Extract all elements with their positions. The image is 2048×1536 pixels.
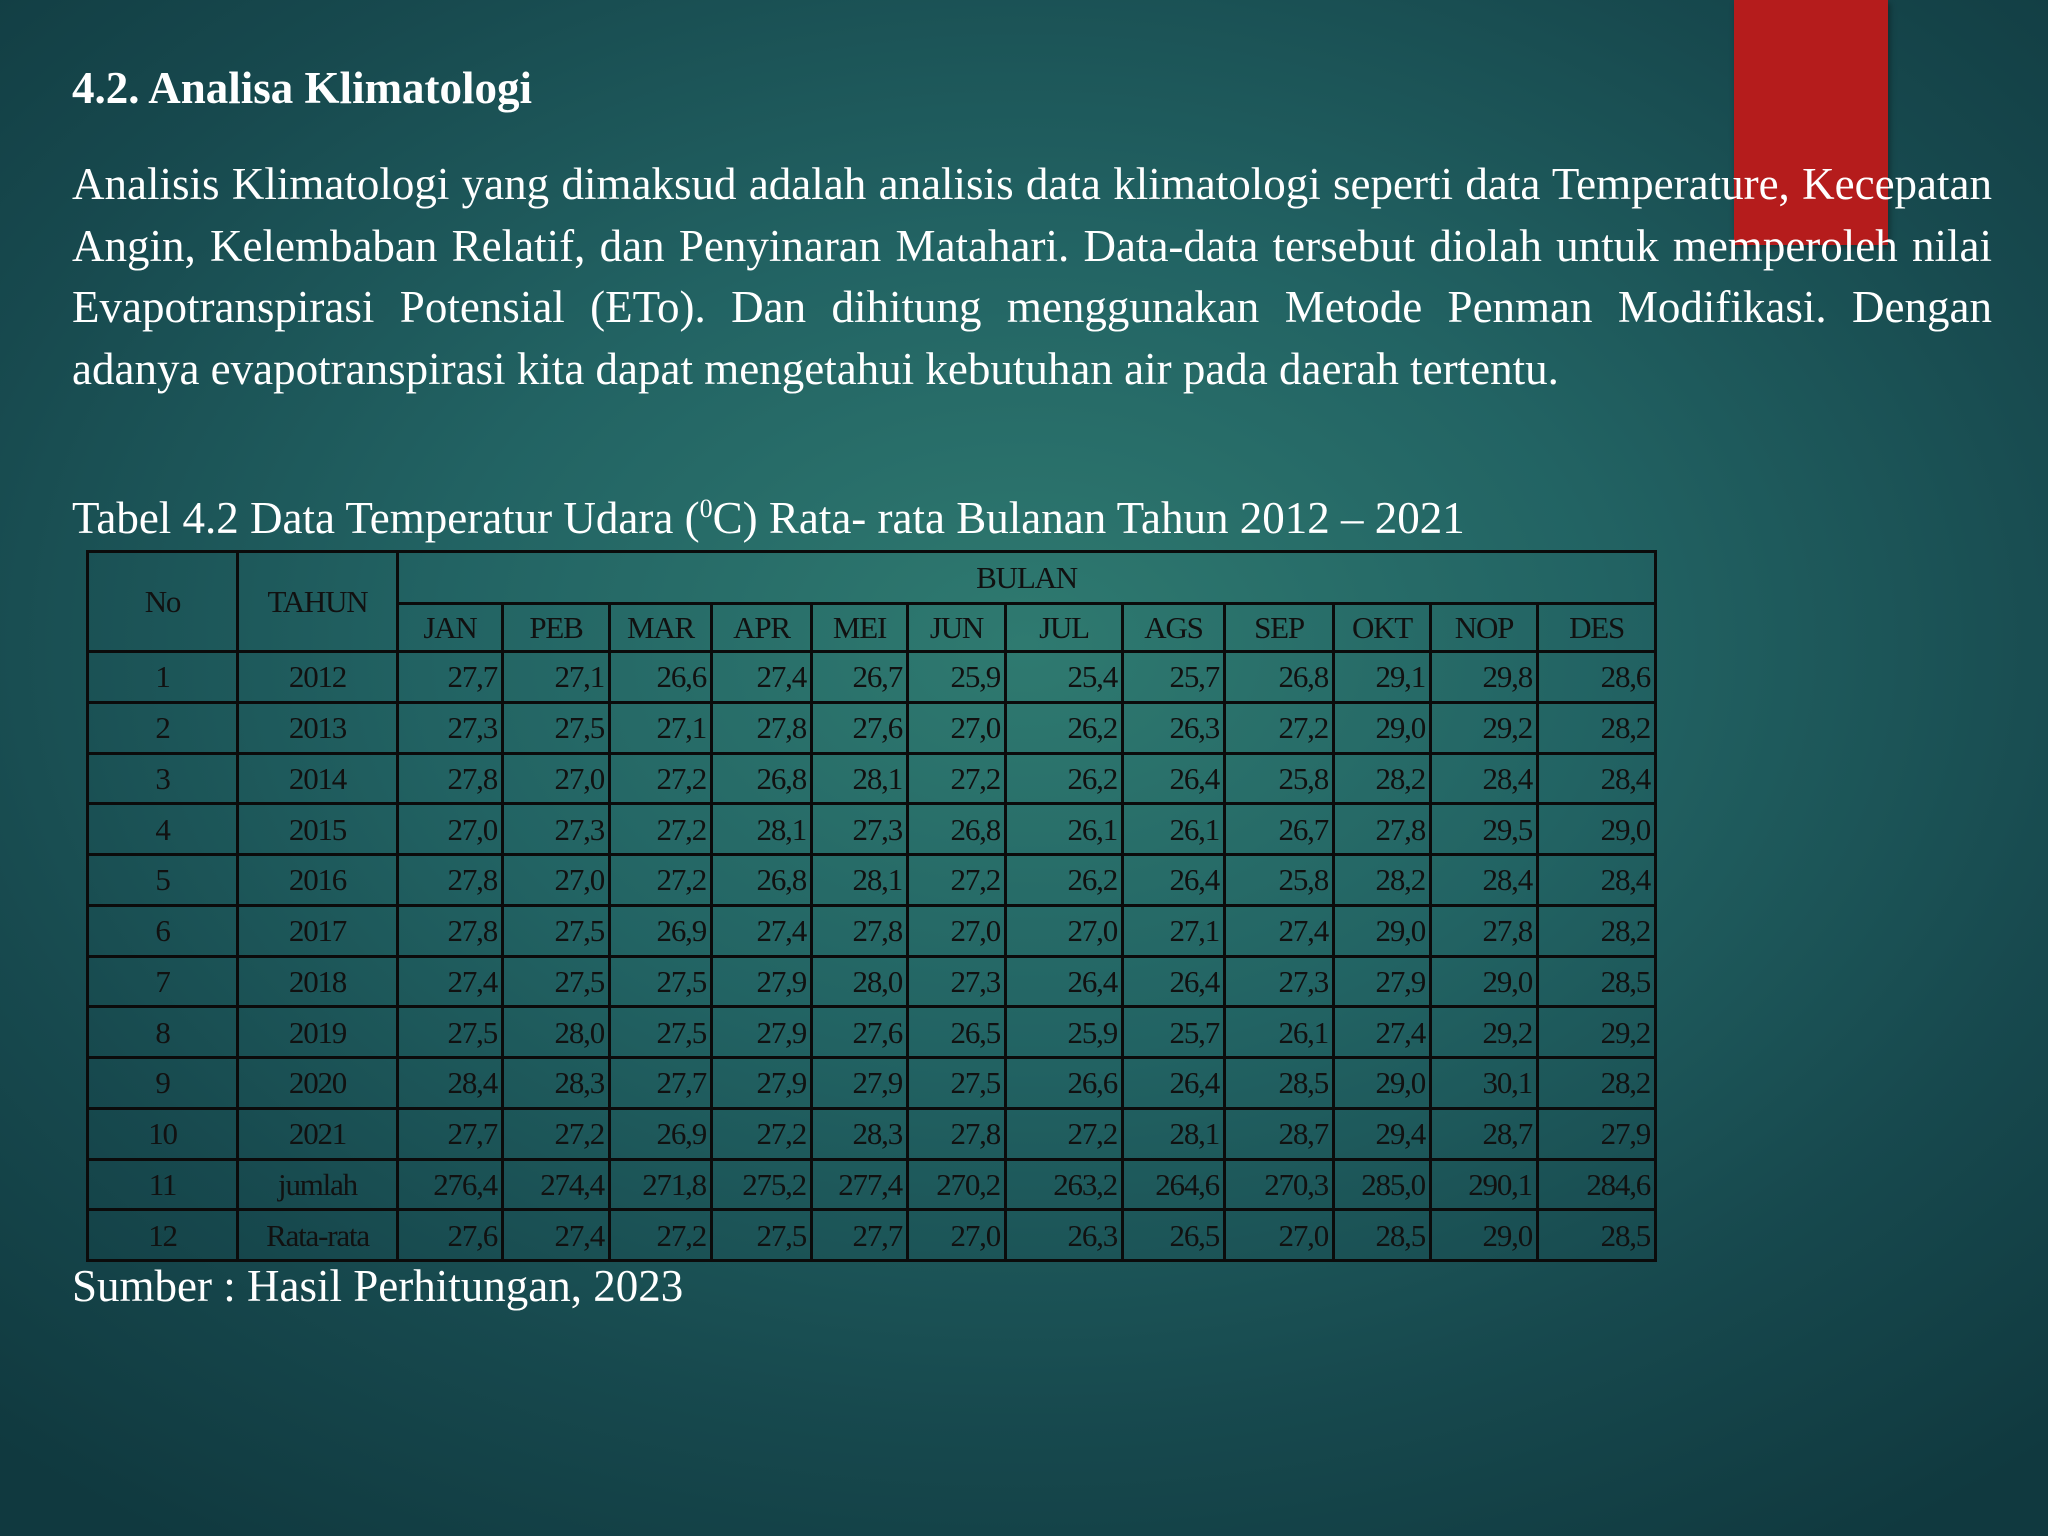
cell-tahun: 2021	[238, 1108, 398, 1159]
header-month: SEP	[1225, 604, 1334, 652]
cell-temperature: 26,2	[1006, 702, 1123, 753]
cell-tahun: Rata-rata	[238, 1210, 398, 1261]
cell-temperature: 28,4	[1431, 855, 1538, 906]
cell-no: 12	[88, 1210, 238, 1261]
cell-temperature: 27,1	[610, 702, 712, 753]
cell-temperature: 27,8	[712, 702, 812, 753]
cell-no: 6	[88, 905, 238, 956]
cell-temperature: 26,5	[908, 1007, 1006, 1058]
cell-temperature: 26,4	[1123, 753, 1225, 804]
cell-tahun: 2017	[238, 905, 398, 956]
cell-tahun: 2016	[238, 855, 398, 906]
cell-temperature: 30,1	[1431, 1058, 1538, 1109]
cell-temperature: 28,0	[503, 1007, 610, 1058]
cell-temperature: 25,8	[1225, 855, 1334, 906]
cell-temperature: 275,2	[712, 1159, 812, 1210]
cell-temperature: 27,9	[712, 956, 812, 1007]
cell-temperature: 28,6	[1538, 652, 1656, 703]
table-row	[88, 1210, 1656, 1261]
cell-temperature: 26,5	[1123, 1210, 1225, 1261]
cell-temperature: 27,2	[503, 1108, 610, 1159]
cell-temperature: 27,2	[610, 753, 712, 804]
cell-temperature: 27,9	[1334, 956, 1431, 1007]
cell-temperature: 29,2	[1538, 1007, 1656, 1058]
cell-temperature: 27,1	[503, 652, 610, 703]
cell-temperature: 25,7	[1123, 652, 1225, 703]
cell-temperature: 290,1	[1431, 1159, 1538, 1210]
cell-temperature: 26,1	[1225, 1007, 1334, 1058]
cell-temperature: 26,8	[908, 804, 1006, 855]
cell-tahun: 2020	[238, 1058, 398, 1109]
header-month: JUL	[1006, 604, 1123, 652]
cell-temperature: 29,0	[1334, 1058, 1431, 1109]
cell-temperature: 26,7	[812, 652, 908, 703]
header-tahun: TAHUN	[238, 552, 398, 652]
cell-temperature: 27,4	[712, 652, 812, 703]
cell-temperature: 27,3	[908, 956, 1006, 1007]
cell-temperature: 29,1	[1334, 652, 1431, 703]
cell-temperature: 27,7	[812, 1210, 908, 1261]
cell-no: 11	[88, 1159, 238, 1210]
table-head	[88, 552, 1656, 652]
cell-tahun: 2013	[238, 702, 398, 753]
cell-temperature: 27,2	[610, 1210, 712, 1261]
cell-tahun: 2018	[238, 956, 398, 1007]
cell-no: 8	[88, 1007, 238, 1058]
table-row	[88, 702, 1656, 753]
cell-tahun: 2019	[238, 1007, 398, 1058]
cell-temperature: 270,2	[908, 1159, 1006, 1210]
cell-temperature: 29,8	[1431, 652, 1538, 703]
cell-temperature: 28,1	[712, 804, 812, 855]
cell-temperature: 27,7	[610, 1058, 712, 1109]
cell-temperature: 29,5	[1431, 804, 1538, 855]
table-row	[88, 1058, 1656, 1109]
cell-temperature: 27,0	[503, 753, 610, 804]
cell-temperature: 27,6	[812, 1007, 908, 1058]
cell-temperature: 27,2	[610, 804, 712, 855]
cell-temperature: 26,1	[1123, 804, 1225, 855]
cell-temperature: 27,8	[812, 905, 908, 956]
cell-temperature: 27,2	[908, 753, 1006, 804]
cell-temperature: 271,8	[610, 1159, 712, 1210]
cell-temperature: 27,4	[503, 1210, 610, 1261]
cell-temperature: 26,4	[1123, 855, 1225, 906]
cell-temperature: 28,7	[1431, 1108, 1538, 1159]
cell-temperature: 28,5	[1334, 1210, 1431, 1261]
cell-no: 10	[88, 1108, 238, 1159]
cell-temperature: 28,2	[1538, 905, 1656, 956]
cell-temperature: 27,5	[610, 956, 712, 1007]
source-note: Sumber : Hasil Perhitungan, 2023	[72, 1261, 684, 1311]
cell-temperature: 28,7	[1225, 1108, 1334, 1159]
cell-temperature: 28,4	[1538, 855, 1656, 906]
cell-temperature: 285,0	[1334, 1159, 1431, 1210]
cell-temperature: 27,3	[1225, 956, 1334, 1007]
temperature-table	[86, 550, 1657, 1262]
cell-temperature: 27,3	[812, 804, 908, 855]
cell-tahun: 2014	[238, 753, 398, 804]
cell-tahun: jumlah	[238, 1159, 398, 1210]
cell-tahun: 2012	[238, 652, 398, 703]
cell-temperature: 29,0	[1334, 702, 1431, 753]
cell-temperature: 27,2	[1225, 702, 1334, 753]
cell-temperature: 26,8	[1225, 652, 1334, 703]
cell-temperature: 26,3	[1123, 702, 1225, 753]
table-row	[88, 1159, 1656, 1210]
table-row	[88, 855, 1656, 906]
cell-temperature: 27,8	[908, 1108, 1006, 1159]
cell-temperature: 270,3	[1225, 1159, 1334, 1210]
caption-text-end: C) Rata- rata Bulanan Tahun 2012 – 2021	[712, 493, 1465, 543]
cell-no: 3	[88, 753, 238, 804]
section-heading: 4.2. Analisa Klimatologi	[72, 63, 533, 113]
cell-temperature: 27,8	[398, 753, 503, 804]
header-month: MEI	[812, 604, 908, 652]
header-month: AGS	[1123, 604, 1225, 652]
header-no: No	[88, 552, 238, 652]
cell-temperature: 27,8	[1431, 905, 1538, 956]
body-paragraph: Analisis Klimatologi yang dimaksud adalah analisis data klimatologi seperti data Temperature, Kecepatan Angin, Kelembaban Relatif, dan Penyinaran Matahari. Data-data tersebut diolah untuk memperoleh nilai Evapotranspirasi Potensial (ETo). Dan dihitung menggunakan Metode Penman Modifikasi. Dengan adanya evapotranspirasi kita dapat mengetahui kebutuhan air pada daerah tertentu.	[72, 159, 1992, 394]
cell-temperature: 26,4	[1123, 1058, 1225, 1109]
cell-temperature: 26,3	[1006, 1210, 1123, 1261]
caption-text-start: Tabel 4.2 Data Temperatur Udara (	[72, 493, 700, 543]
cell-temperature: 277,4	[812, 1159, 908, 1210]
cell-temperature: 26,2	[1006, 753, 1123, 804]
cell-temperature: 27,1	[1123, 905, 1225, 956]
cell-temperature: 27,3	[398, 702, 503, 753]
cell-temperature: 28,1	[812, 855, 908, 906]
cell-temperature: 28,3	[812, 1108, 908, 1159]
cell-temperature: 28,3	[503, 1058, 610, 1109]
cell-temperature: 27,4	[1334, 1007, 1431, 1058]
cell-temperature: 26,4	[1006, 956, 1123, 1007]
cell-temperature: 27,9	[812, 1058, 908, 1109]
header-month: DES	[1538, 604, 1656, 652]
cell-temperature: 29,0	[1431, 1210, 1538, 1261]
cell-temperature: 25,4	[1006, 652, 1123, 703]
cell-temperature: 25,8	[1225, 753, 1334, 804]
cell-temperature: 27,0	[908, 702, 1006, 753]
cell-temperature: 27,2	[908, 855, 1006, 906]
cell-temperature: 27,7	[398, 1108, 503, 1159]
cell-temperature: 264,6	[1123, 1159, 1225, 1210]
cell-temperature: 28,5	[1538, 1210, 1656, 1261]
cell-temperature: 27,7	[398, 652, 503, 703]
cell-temperature: 26,9	[610, 1108, 712, 1159]
caption-superscript: 0	[699, 494, 713, 523]
cell-temperature: 27,0	[908, 1210, 1006, 1261]
cell-temperature: 29,0	[1431, 956, 1538, 1007]
cell-temperature: 29,0	[1538, 804, 1656, 855]
cell-temperature: 27,9	[1538, 1108, 1656, 1159]
table-body	[88, 652, 1656, 1261]
cell-temperature: 26,8	[712, 753, 812, 804]
cell-temperature: 27,4	[1225, 905, 1334, 956]
cell-tahun: 2015	[238, 804, 398, 855]
cell-temperature: 27,4	[398, 956, 503, 1007]
cell-temperature: 263,2	[1006, 1159, 1123, 1210]
cell-no: 5	[88, 855, 238, 906]
cell-temperature: 27,8	[1334, 804, 1431, 855]
cell-temperature: 27,6	[398, 1210, 503, 1261]
cell-temperature: 28,4	[1431, 753, 1538, 804]
cell-temperature: 27,0	[503, 855, 610, 906]
cell-temperature: 27,4	[712, 905, 812, 956]
cell-temperature: 28,2	[1538, 702, 1656, 753]
cell-no: 4	[88, 804, 238, 855]
cell-temperature: 27,5	[398, 1007, 503, 1058]
cell-temperature: 28,4	[1538, 753, 1656, 804]
table-row	[88, 905, 1656, 956]
cell-no: 7	[88, 956, 238, 1007]
cell-temperature: 276,4	[398, 1159, 503, 1210]
header-month: MAR	[610, 604, 712, 652]
cell-temperature: 26,1	[1006, 804, 1123, 855]
header-month: APR	[712, 604, 812, 652]
cell-temperature: 27,5	[503, 702, 610, 753]
table-row	[88, 1108, 1656, 1159]
cell-temperature: 27,5	[908, 1058, 1006, 1109]
cell-temperature: 28,5	[1538, 956, 1656, 1007]
header-month: OKT	[1334, 604, 1431, 652]
cell-temperature: 28,2	[1334, 855, 1431, 906]
cell-temperature: 27,5	[503, 905, 610, 956]
header-bulan: BULAN	[398, 552, 1656, 604]
cell-temperature: 26,7	[1225, 804, 1334, 855]
cell-temperature: 27,9	[712, 1058, 812, 1109]
header-month: PEB	[503, 604, 610, 652]
cell-temperature: 274,4	[503, 1159, 610, 1210]
cell-temperature: 27,3	[503, 804, 610, 855]
cell-temperature: 29,4	[1334, 1108, 1431, 1159]
cell-temperature: 28,2	[1334, 753, 1431, 804]
cell-temperature: 28,0	[812, 956, 908, 1007]
cell-temperature: 26,2	[1006, 855, 1123, 906]
cell-temperature: 26,9	[610, 905, 712, 956]
cell-temperature: 27,0	[398, 804, 503, 855]
header-month: NOP	[1431, 604, 1538, 652]
cell-temperature: 27,0	[908, 905, 1006, 956]
cell-temperature: 27,8	[398, 905, 503, 956]
cell-temperature: 27,2	[610, 855, 712, 906]
cell-temperature: 29,2	[1431, 702, 1538, 753]
table-row	[88, 804, 1656, 855]
cell-temperature: 26,4	[1123, 956, 1225, 1007]
cell-temperature: 26,8	[712, 855, 812, 906]
cell-temperature: 27,9	[712, 1007, 812, 1058]
table-row	[88, 956, 1656, 1007]
header-month: JAN	[398, 604, 503, 652]
cell-temperature: 28,1	[1123, 1108, 1225, 1159]
cell-temperature: 27,6	[812, 702, 908, 753]
cell-temperature: 26,6	[610, 652, 712, 703]
cell-temperature: 27,0	[1006, 905, 1123, 956]
table-caption	[72, 492, 1465, 544]
cell-temperature: 27,5	[610, 1007, 712, 1058]
cell-temperature: 29,0	[1334, 905, 1431, 956]
cell-temperature: 28,2	[1538, 1058, 1656, 1109]
cell-temperature: 27,8	[398, 855, 503, 906]
cell-temperature: 25,7	[1123, 1007, 1225, 1058]
cell-temperature: 28,1	[812, 753, 908, 804]
cell-temperature: 26,6	[1006, 1058, 1123, 1109]
cell-no: 9	[88, 1058, 238, 1109]
cell-temperature: 28,5	[1225, 1058, 1334, 1109]
cell-temperature: 27,2	[1006, 1108, 1123, 1159]
cell-temperature: 27,5	[712, 1210, 812, 1261]
cell-no: 2	[88, 702, 238, 753]
cell-temperature: 25,9	[1006, 1007, 1123, 1058]
cell-no: 1	[88, 652, 238, 703]
cell-temperature: 27,0	[1225, 1210, 1334, 1261]
cell-temperature: 28,4	[398, 1058, 503, 1109]
table-row	[88, 753, 1656, 804]
cell-temperature: 27,2	[712, 1108, 812, 1159]
cell-temperature: 284,6	[1538, 1159, 1656, 1210]
cell-temperature: 25,9	[908, 652, 1006, 703]
table-row	[88, 652, 1656, 703]
cell-temperature: 27,5	[503, 956, 610, 1007]
header-month: JUN	[908, 604, 1006, 652]
cell-temperature: 29,2	[1431, 1007, 1538, 1058]
table-row	[88, 1007, 1656, 1058]
